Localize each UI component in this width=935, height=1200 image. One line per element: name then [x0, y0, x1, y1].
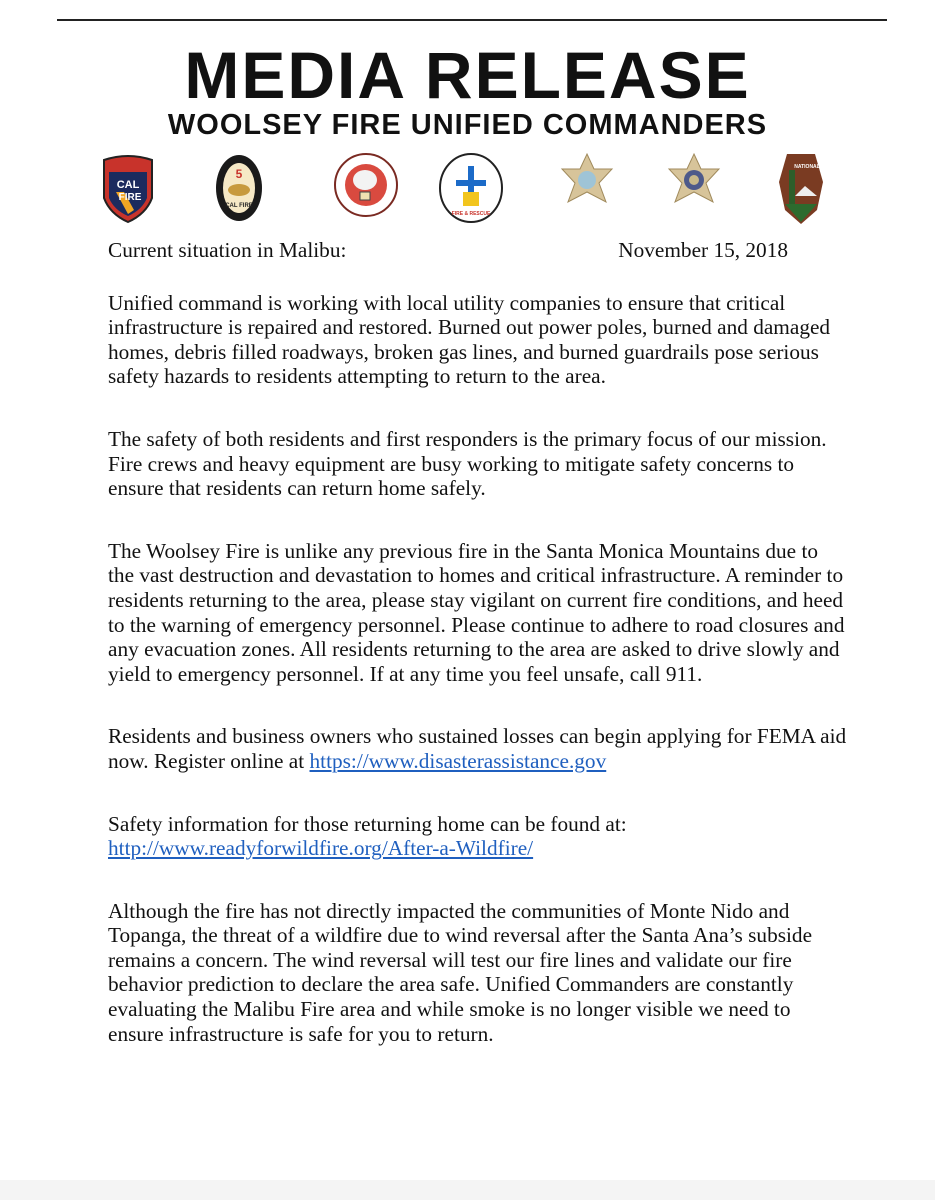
readyforwildfire-link[interactable]: http://www.readyforwildfire.org/After-a-Wildfire/ [108, 836, 534, 861]
svg-text:CAL FIRE: CAL FIRE [225, 203, 253, 209]
paragraph-woolsey: The Woolsey Fire is unlike any previous fire in the Santa Monica Mountains due to the vast destruction and devastation to homes and critical infrastructure. A reminder to residents returning to the area, please stay vigilant on current fire conditions, and heed to the warning of emergency personnel. Please continue to adhere to road closures and any evacuation zones. All residents returning to the area are asked to drive slowly and yield to emergency personnel. If at any time you feel unsafe, call 911. [108, 538, 845, 686]
release-date: November 15, 2018 [618, 238, 788, 262]
sheriff-star-badge-1 [560, 152, 614, 214]
paragraph-infrastructure: Unified command is working with local utility companies to ensure that critical infrastructure is repaired and restored. Burned out power poles, burned and damaged homes, debris filled roadways, broken gas lines, and burned guardrails pose serious safety hazards to residents attempting to return to the area. [108, 290, 831, 389]
page-title: MEDIA RELEASE [184, 38, 751, 112]
fema-text: Residents and business owners who sustained losses can begin applying for FEMA aid now. Register online at [108, 724, 847, 773]
safety-info-text: Safety information for those returning home can be found at: [108, 811, 627, 836]
page-subtitle: WOOLSEY FIRE UNIFIED COMMANDERS [167, 109, 768, 141]
situation-header [108, 238, 788, 263]
paragraph-monte-nido: Although the fire has not directly impacted the communities of Monte Nido and Topanga, the threat of a wildfire due to wind reversal after the Santa Ana’s subside remains a concern. The wind reversal will test our fire lines and validate our fire behavior prediction to declare the area safe. Unified Commanders are constantly evaluating the Malibu Fire area and while smoke is no longer visible we need to ensure infrastructure is safe for you to return. [108, 898, 813, 1046]
cal-fire-logo [100, 152, 156, 224]
situation-label: Current situation in Malibu: [108, 238, 347, 262]
agency-logos [0, 152, 935, 228]
svg-text:CAL: CAL [116, 179, 140, 191]
sheriff-star-badge-2 [667, 152, 721, 214]
paragraph-fema [108, 724, 848, 773]
page-bottom-edge [0, 1180, 935, 1200]
incident-management-team-logo [214, 152, 264, 224]
svg-text:5: 5 [235, 167, 243, 181]
release-body [108, 238, 848, 1084]
svg-text:NATIONAL: NATIONAL [794, 164, 820, 170]
paragraph-safety: The safety of both residents and first responders is the primary focus of our mission. Fire crews and heavy equipment are busy working to mitigate safety concerns to ensure that residents can return home safely. [108, 426, 827, 501]
ventura-county-fire-logo [438, 152, 504, 224]
disaster-assistance-link[interactable]: https://www.disasterassistance.gov [309, 748, 607, 773]
national-park-service-logo [777, 152, 825, 226]
svg-text:FIRE & RESCUE: FIRE & RESCUE [451, 211, 491, 217]
top-rule [57, 19, 887, 21]
la-county-fire-logo [333, 152, 399, 218]
paragraph-safety-info [108, 812, 848, 861]
svg-text:FIRE: FIRE [118, 192, 142, 203]
